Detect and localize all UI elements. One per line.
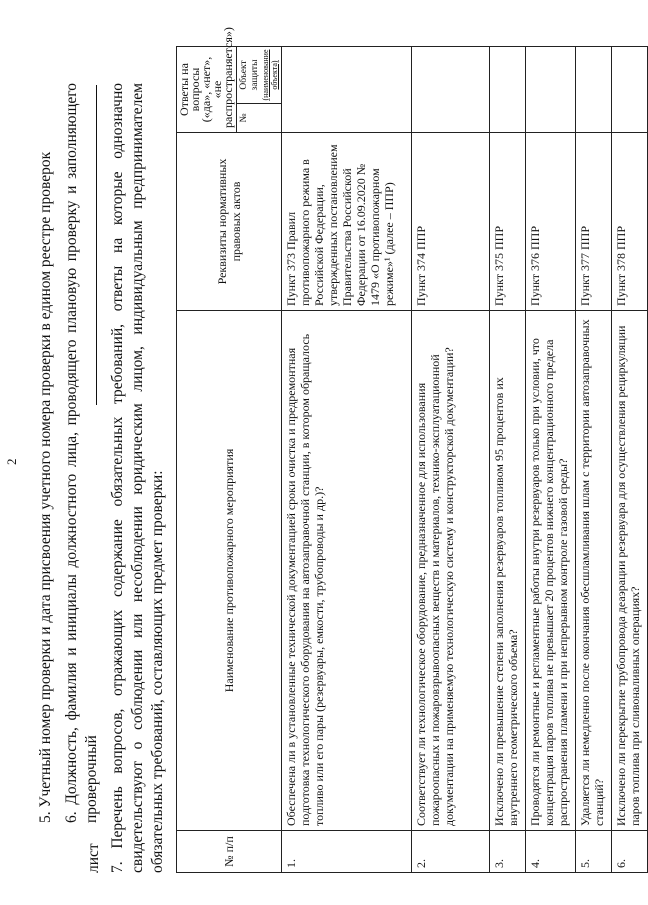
header-name: Наименование противопожарного мероприятия (177, 311, 282, 831)
row-requisites: Пункт 375 ППР (490, 133, 526, 311)
row-name: Исключено ли превышение степени заполнения резервуаров топливом 95 процентов их внутреннего геометрического объема? (490, 311, 526, 831)
row-num: 4. (526, 831, 576, 873)
table-header-row (177, 47, 237, 873)
row-requisites: Пункт 373 Правил противопожарного режима в Российской Федерации, утвержденных постановлением Правительства Российской Федерации от 16.09.2020 № 1479 «О противопожарном режиме»¹ (далее – ППР) (282, 133, 412, 311)
subheader-num: № (237, 103, 281, 132)
paragraph-5: 5. Учетный номер проверки и дата присвоения учетного номера проверки в едином реестре проверок (37, 151, 54, 823)
header-num: № п/п (177, 831, 282, 873)
row-name: Удаляется ли немедленно после окончания обесшламливания шлам с территории автозаправочных станций? (576, 311, 612, 831)
fill-in-line (96, 85, 97, 405)
page-number: 2 (4, 458, 19, 465)
row-requisites: Пункт 376 ППР (526, 133, 576, 311)
row-name: Проводятся ли ремонтные и регламентные работы внутри резервуаров только при условии, что концентрация паров топлива не превышает 20 процентов нижнего концентрационного предела распространения пламени и при непрерывном контроле газовой среды? (526, 311, 576, 831)
row-num: 6. (612, 831, 648, 873)
table-row (412, 47, 490, 873)
row-requisites: Пункт 377 ППР (576, 133, 612, 311)
header-answers-sub (237, 47, 282, 133)
subheader-object-note: (наименование объекта) (261, 49, 279, 101)
checklist-table (176, 27, 648, 873)
row-num: 3. (490, 831, 526, 873)
row-answer-cell[interactable] (490, 47, 526, 133)
table-row (282, 47, 412, 873)
row-num: 5. (576, 831, 612, 873)
paragraph-6: 6. Должность, фамилия и инициалы должностного лица, проводящего плановую проверку и заполняющего проверочный (63, 83, 100, 823)
row-num: 2. (412, 831, 490, 873)
table-row (526, 47, 576, 873)
paragraph-6-continuation: лист (85, 843, 102, 873)
row-answer-cell[interactable] (412, 47, 490, 133)
row-requisites: Пункт 374 ППР (412, 133, 490, 311)
table-row (612, 47, 648, 873)
row-name: Исключено ли перекрытие трубопровода деаэрации резервуара для осуществления рециркуляции паров топлива при сливоналивных операциях? (612, 311, 648, 831)
row-num: 1. (282, 831, 412, 873)
row-requisites: Пункт 378 ППР (612, 133, 648, 311)
row-answer-cell[interactable] (576, 47, 612, 133)
header-requisites: Реквизиты нормативных правовых актов (177, 133, 282, 311)
row-answer-cell[interactable] (282, 47, 412, 133)
row-answer-cell[interactable] (612, 47, 648, 133)
header-answers: Ответы на вопросы («да», «нет», «не распространяется») (177, 47, 237, 133)
subheader-object: Объект защиты (239, 59, 260, 91)
row-name: Обеспечена ли в установленные технической документацией сроки очистка и предремонтная подготовка технологического оборудования на автозаправочной станции, в котором обращалось топливо или его пары (резервуары, емкости, трубопроводы и др.)? (282, 311, 412, 831)
row-answer-cell[interactable] (526, 47, 576, 133)
paragraph-7: 7. Перечень вопросов, отражающих содержание обязательных требований, ответы на которые однозначно свидетельствуют о соблюдении или несоблюдении юридическим лицом, индивидуальным предпринимателем обязательных требований, составляющих предмет проверки: (109, 83, 166, 873)
table-row (576, 47, 612, 873)
row-name: Соответствует ли технологическое оборудование, предназначенное для использования пожароопасных и пожаровзрывоопасных веществ и материалов, технико-эксплуатационной документации на применяемую технологическую систему и конструкторской документации? (412, 311, 490, 831)
table-row (490, 47, 526, 873)
